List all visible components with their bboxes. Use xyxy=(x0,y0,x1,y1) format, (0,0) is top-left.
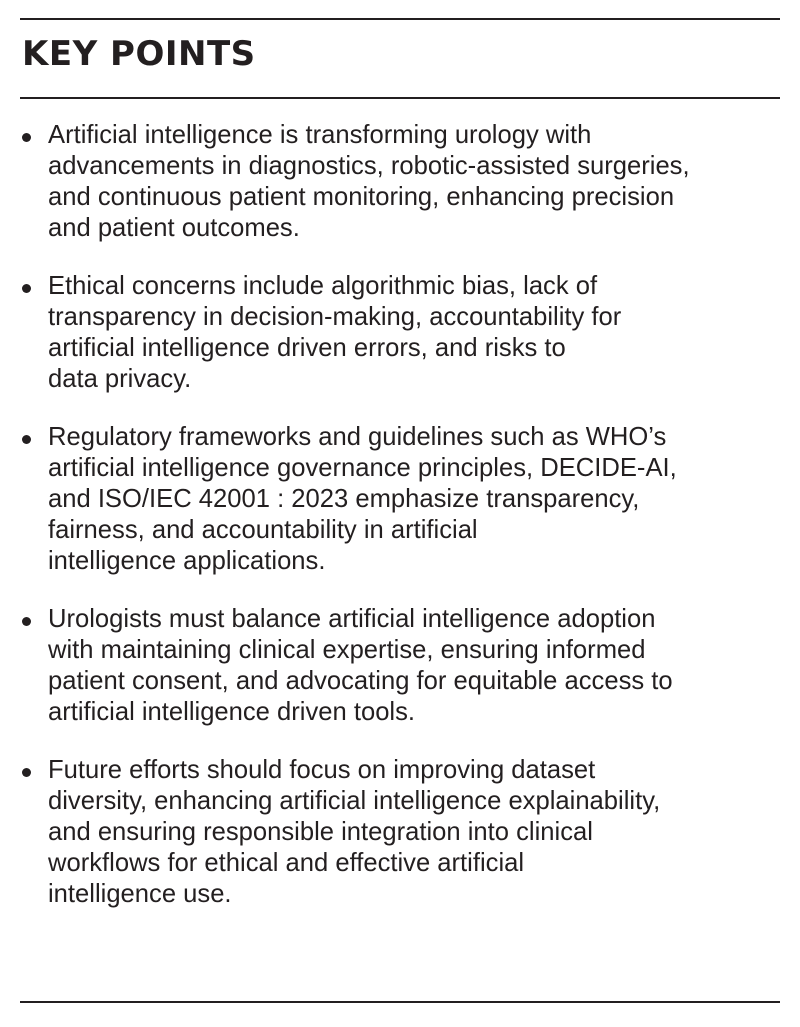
bullet-icon xyxy=(22,435,31,444)
key-point-item xyxy=(20,271,780,395)
key-point-line: Artificial intelligence is transforming urology with xyxy=(48,121,592,149)
key-point-line: artificial intelligence driven tools. xyxy=(48,698,416,726)
key-point-item xyxy=(20,604,780,728)
key-points-title: KEY POINTS xyxy=(22,34,256,74)
bullet-icon xyxy=(22,284,31,293)
key-point-line: artificial intelligence driven errors, and risks to xyxy=(48,334,566,362)
key-point-line: Ethical concerns include algorithmic bias, lack of xyxy=(48,272,598,300)
key-point-item xyxy=(20,422,780,577)
key-point-line: patient consent, and advocating for equitable access to xyxy=(48,667,673,695)
key-point-line: diversity, enhancing artificial intelligence explainability, xyxy=(48,787,661,815)
key-point-line: Future efforts should focus on improving dataset xyxy=(48,756,596,784)
key-point-item xyxy=(20,120,780,244)
key-point-line: artificial intelligence governance principles, DECIDE-AI, xyxy=(48,454,677,482)
key-point-line: and ensuring responsible integration into clinical xyxy=(48,818,593,846)
key-point-line: data privacy. xyxy=(48,365,192,393)
key-point-line: and continuous patient monitoring, enhancing precision xyxy=(48,183,675,211)
key-point-line: and ISO/IEC 42001 : 2023 emphasize transparency, xyxy=(48,485,640,513)
key-point-line: intelligence applications. xyxy=(48,547,326,575)
key-points-box xyxy=(20,18,780,1003)
bullet-icon xyxy=(22,133,31,142)
key-point-line: workflows for ethical and effective artificial xyxy=(48,849,525,877)
key-point-line: advancements in diagnostics, robotic-assisted surgeries, xyxy=(48,152,690,180)
title-divider xyxy=(20,97,780,99)
key-point-line: intelligence use. xyxy=(48,880,232,908)
bullet-icon xyxy=(22,768,31,777)
key-point-line: Urologists must balance artificial intelligence adoption xyxy=(48,605,656,633)
key-point-line: fairness, and accountability in artificial xyxy=(48,516,478,544)
bullet-icon xyxy=(22,617,31,626)
key-point-line: Regulatory frameworks and guidelines such as WHO’s xyxy=(48,423,667,451)
key-point-line: transparency in decision-making, accountability for xyxy=(48,303,622,331)
key-points-list xyxy=(20,120,780,937)
key-point-line: and patient outcomes. xyxy=(48,214,300,242)
key-point-item xyxy=(20,755,780,910)
key-point-line: with maintaining clinical expertise, ensuring informed xyxy=(48,636,646,664)
